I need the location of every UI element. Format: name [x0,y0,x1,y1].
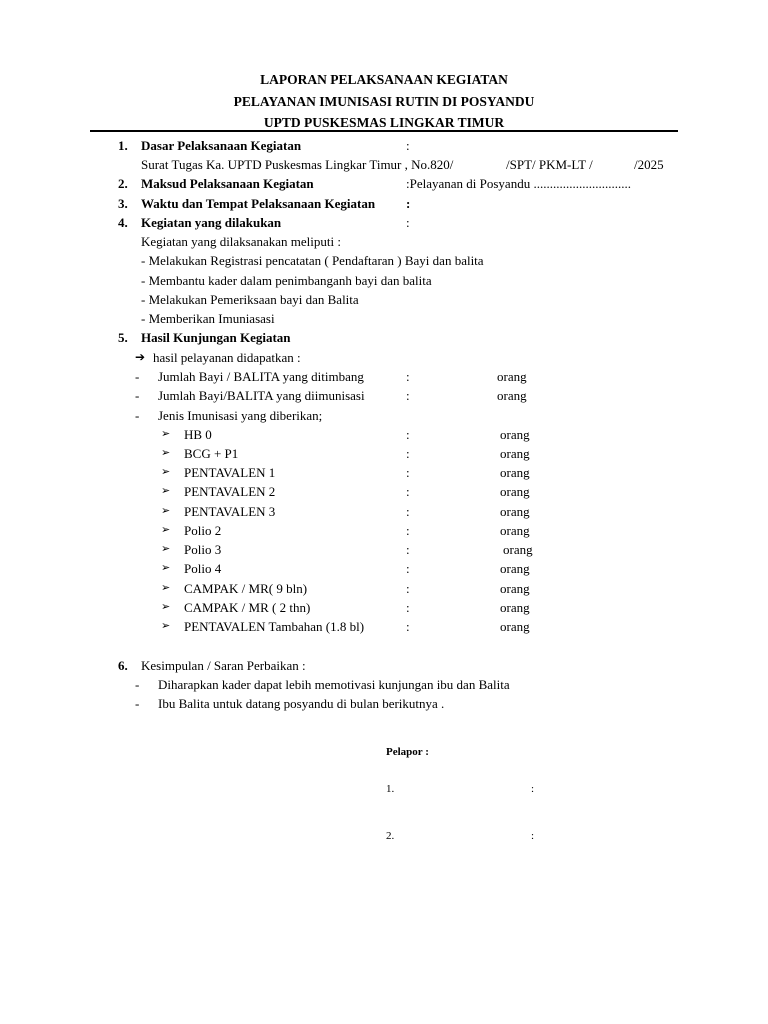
vaksin-unit: orang [500,523,530,538]
surat-tugas-text: Surat Tugas Ka. UPTD Puskesmas Lingkar Timur , No.820/ [141,157,454,172]
vaksin-unit: orang [503,542,533,557]
vaksin-colon: : [406,504,410,519]
vaksin-colon: : [406,523,410,538]
report-title-line2: PELAYANAN IMUNISASI RUTIN DI POSYANDU [233,94,535,109]
arrow-icon: ➔ [135,350,146,364]
vaksin-colon: : [406,600,410,615]
surat-tugas-year: /2025 [634,157,664,172]
bullet-arrow-icon: ➢ [161,562,171,574]
bullet-arrow-icon: ➢ [161,447,171,459]
section-2-number: 2. [118,176,128,191]
vaksin-unit: orang [500,619,530,634]
jenis-imunisasi-label: Jenis Imunisasi yang diberikan; [158,408,323,423]
section-1-number: 1. [118,138,128,153]
vaksin-unit: orang [500,427,530,442]
report-title-line1: LAPORAN PELAKSANAAN KEGIATAN [260,72,508,87]
section-1-title: Dasar Pelaksanaan Kegiatan [141,138,302,153]
kegiatan-item: - Melakukan Registrasi pencatatan ( Pendaftaran ) Bayi dan balita [141,253,484,268]
section-4-title: Kegiatan yang dilakukan [141,215,282,230]
row-unit: orang [497,369,527,384]
pelapor-colon-2: : [531,830,535,842]
row-dash: - [135,388,140,403]
section-3-title: Waktu dan Tempat Pelaksanaan Kegiatan [141,196,376,211]
vaksin-colon: : [406,465,410,480]
row-unit: orang [497,388,527,403]
vaksin-label: CAMPAK / MR ( 2 thn) [184,600,311,615]
kegiatan-item: - Memberikan Imuniasasi [141,311,275,326]
section-3-colon: : [406,196,411,211]
vaksin-unit: orang [500,465,530,480]
vaksin-label: CAMPAK / MR( 9 bln) [184,581,308,596]
vaksin-colon: : [406,581,410,596]
vaksin-label: PENTAVALEN Tambahan (1.8 bl) [184,619,365,634]
kegiatan-intro: Kegiatan yang dilaksanakan meliputi : [141,234,341,249]
saran-item: Diharapkan kader dapat lebih memotivasi kunjungan ibu dan Balita [158,677,510,692]
vaksin-colon: : [406,542,410,557]
vaksin-label: HB 0 [184,427,212,442]
vaksin-unit: orang [500,446,530,461]
saran-item: Ibu Balita untuk datang posyandu di bulan berikutnya . [158,696,445,711]
surat-tugas-spt: /SPT/ PKM-LT / [506,157,593,172]
section-5-number: 5. [118,330,128,345]
bullet-arrow-icon: ➢ [161,428,171,440]
bullet-arrow-icon: ➢ [161,524,171,536]
row-dash: - [135,408,140,423]
bullet-arrow-icon: ➢ [161,601,171,613]
vaksin-label: Polio 2 [184,523,222,538]
section-5-title: Hasil Kunjungan Kegiatan [141,330,291,345]
section-6-number: 6. [118,658,128,673]
vaksin-colon: : [406,619,410,634]
vaksin-unit: orang [500,581,530,596]
pelapor-number-1: 1. [386,783,395,795]
vaksin-unit: orang [500,600,530,615]
row-dash: - [135,369,140,384]
section-3-number: 3. [118,196,128,211]
saran-dash: - [135,696,140,711]
kegiatan-item: - Membantu kader dalam penimbanganh bayi dan balita [141,273,432,288]
vaksin-label: PENTAVALEN 3 [184,504,276,519]
vaksin-colon: : [406,427,410,442]
bullet-arrow-icon: ➢ [161,582,171,594]
kegiatan-item: - Melakukan Pemeriksaan bayi dan Balita [141,292,359,307]
row-colon: : [406,388,410,403]
vaksin-unit: orang [500,504,530,519]
pelapor-label: Pelapor : [386,746,429,758]
hasil-subtitle: hasil pelayanan didapatkan : [153,350,301,365]
bullet-arrow-icon: ➢ [161,620,171,632]
vaksin-colon: : [406,561,410,576]
vaksin-label: Polio 4 [184,561,222,576]
bullet-arrow-icon: ➢ [161,505,171,517]
bullet-arrow-icon: ➢ [161,485,171,497]
section-2-title: Maksud Pelaksanaan Kegiatan [141,176,314,191]
vaksin-label: BCG + P1 [184,446,239,461]
bullet-arrow-icon: ➢ [161,543,171,555]
vaksin-unit: orang [500,484,530,499]
row-label: Jumlah Bayi / BALITA yang ditimbang [158,369,364,384]
section-4-colon: : [406,215,410,230]
header-divider [90,130,678,132]
row-colon: : [406,369,410,384]
pelapor-colon-1: : [531,783,535,795]
report-title-line3: UPTD PUSKESMAS LINGKAR TIMUR [263,115,505,130]
section-6-title: Kesimpulan / Saran Perbaikan : [141,658,306,673]
bullet-arrow-icon: ➢ [161,466,171,478]
vaksin-colon: : [406,484,410,499]
saran-dash: - [135,677,140,692]
vaksin-unit: orang [500,561,530,576]
vaksin-label: PENTAVALEN 1 [184,465,276,480]
vaksin-label: PENTAVALEN 2 [184,484,276,499]
section-1-colon: : [406,138,410,153]
pelapor-number-2: 2. [386,830,395,842]
section-4-number: 4. [118,215,128,230]
vaksin-label: Polio 3 [184,542,222,557]
section-2-value: :Pelayanan di Posyandu .............................. [406,176,631,191]
row-label: Jumlah Bayi/BALITA yang diimunisasi [158,388,365,403]
vaksin-colon: : [406,446,410,461]
